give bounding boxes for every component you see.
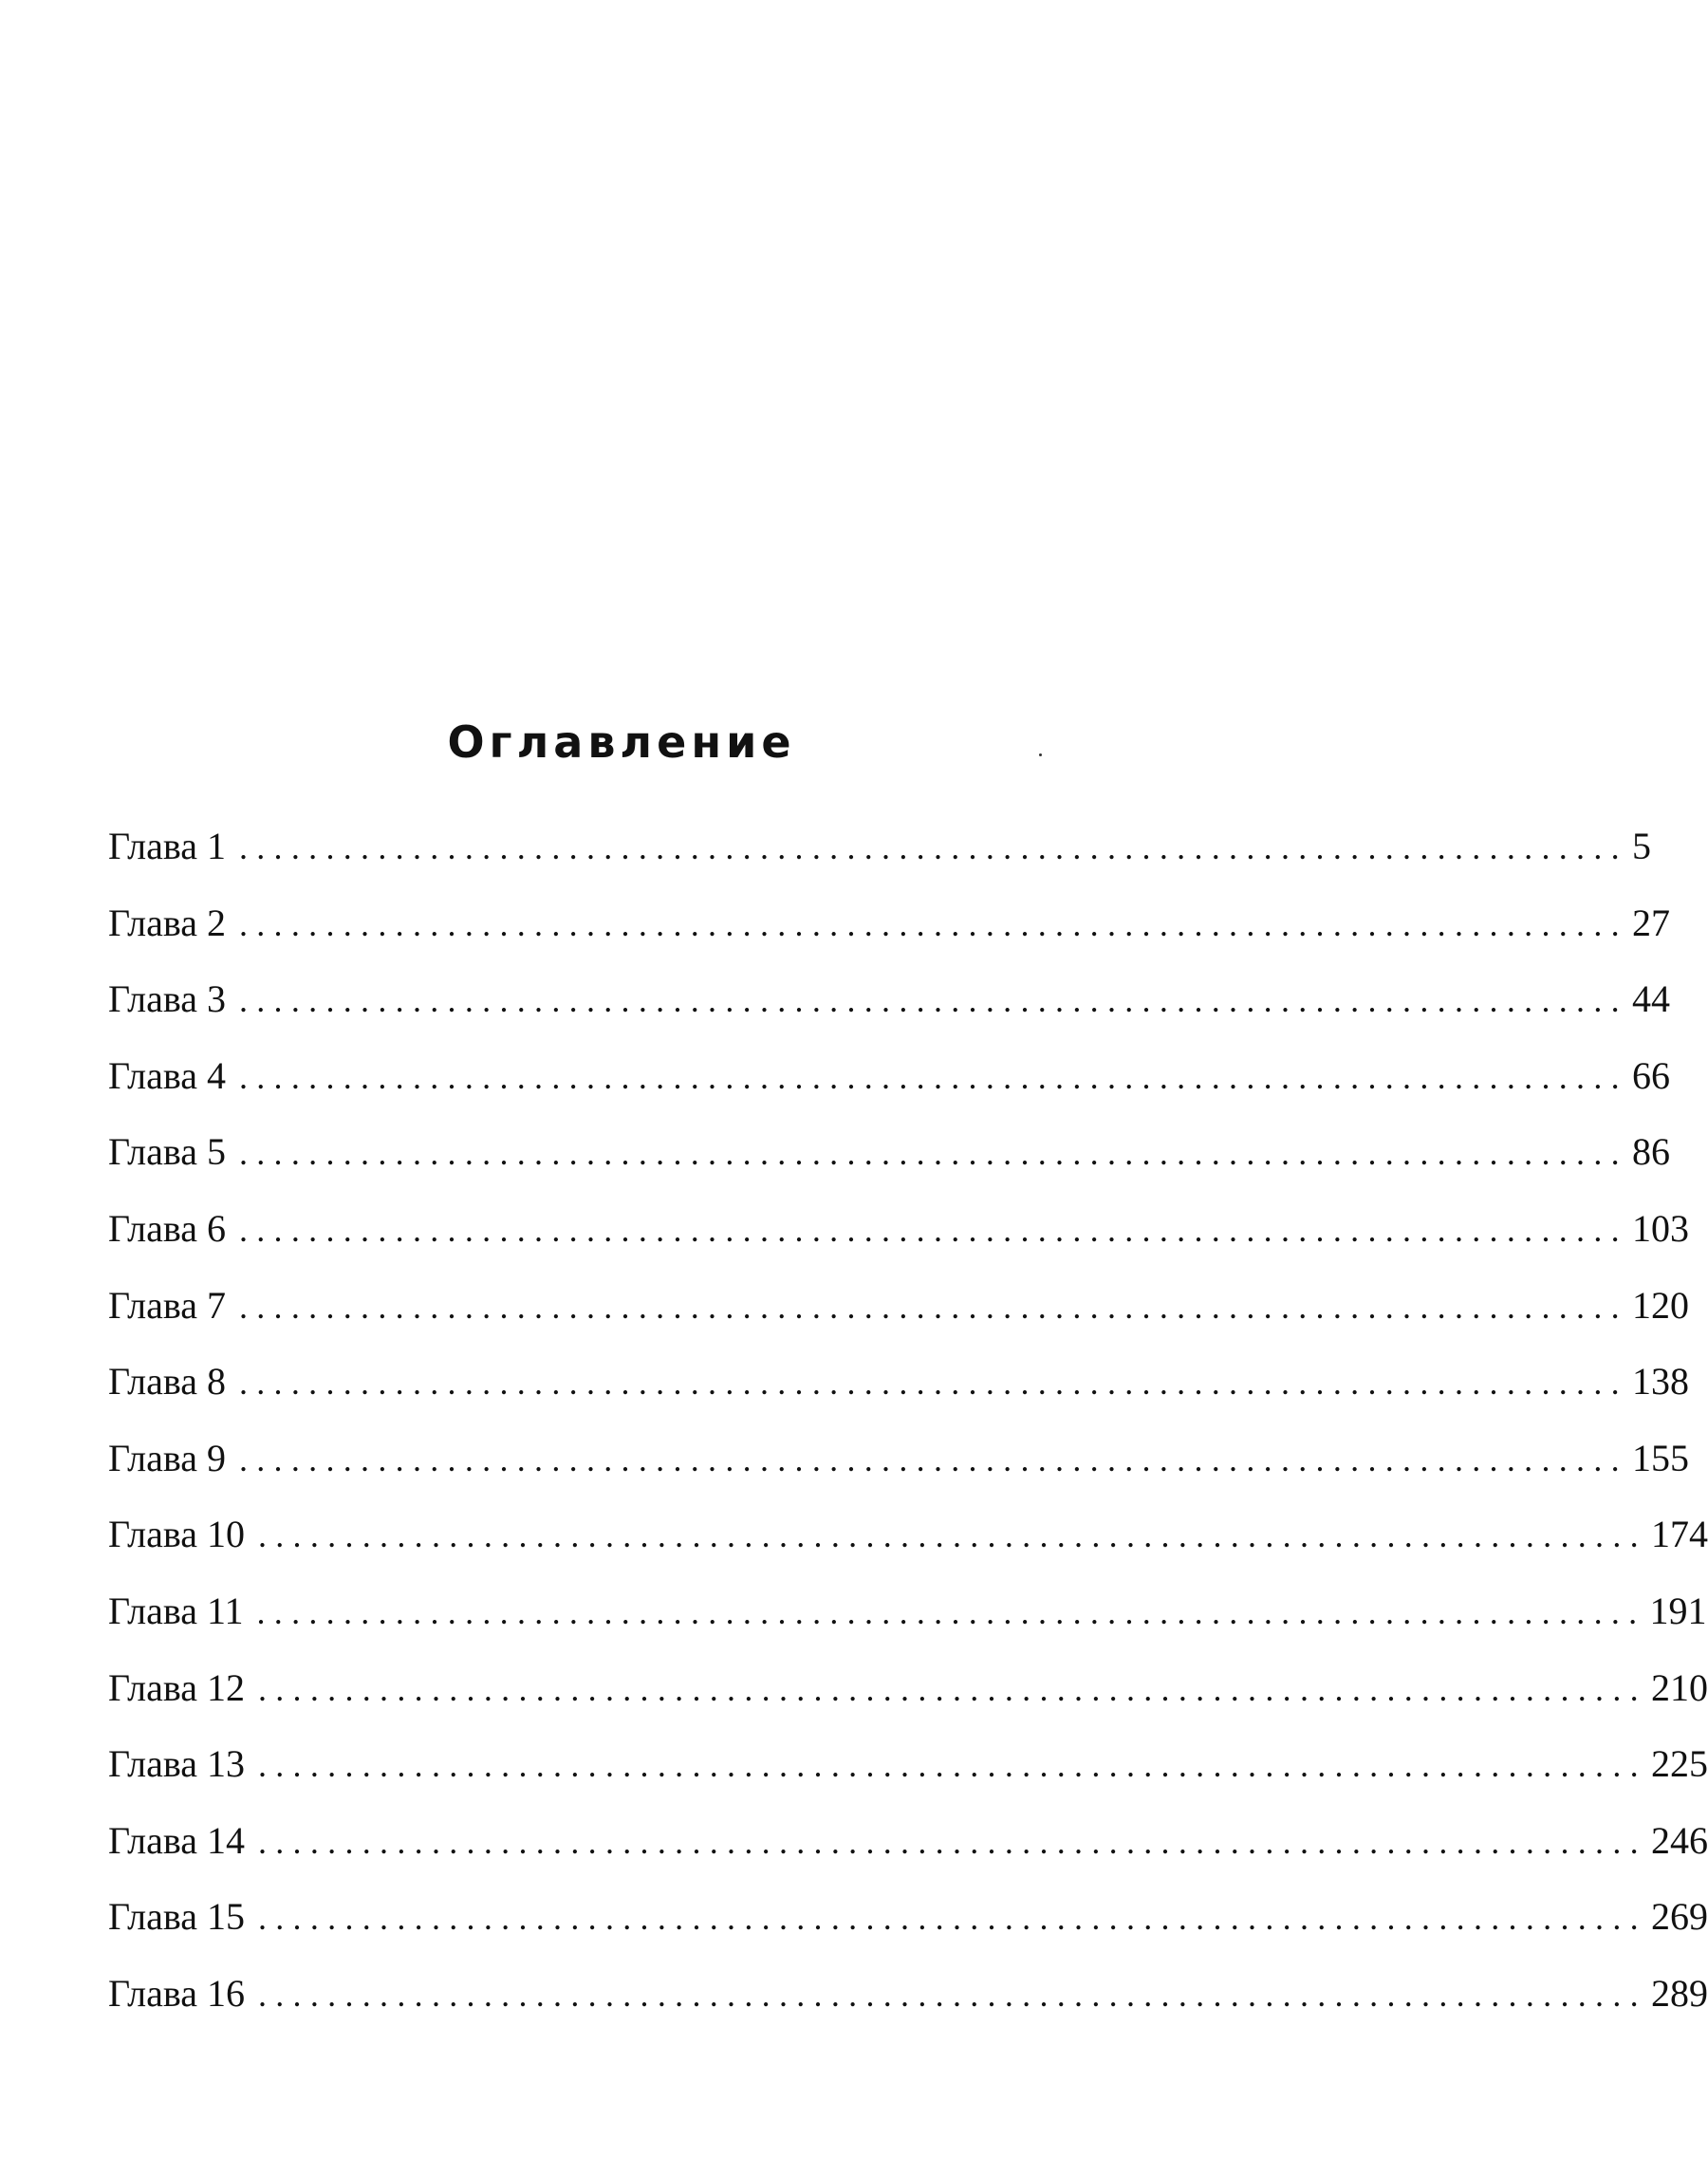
toc-entry-label: Глава 4: [108, 1053, 226, 1097]
toc-entry-label: Глава 13: [108, 1742, 245, 1786]
toc-entry-label: Глава 14: [108, 1818, 245, 1862]
toc-entry-label: Глава 7: [108, 1283, 226, 1327]
dot-leader: ................................................................................: [238, 1210, 1628, 1249]
toc-entry-page: 210: [1650, 1665, 1708, 1709]
toc-entry[interactable]: [108, 1812, 1708, 1889]
toc-entry-label: Глава 15: [108, 1895, 245, 1939]
toc-entry[interactable]: [108, 1583, 1707, 1660]
dot-leader: ................................................................................: [257, 1822, 1647, 1861]
toc-entry[interactable]: [108, 1277, 1689, 1354]
toc-entry[interactable]: [108, 1430, 1689, 1507]
dot-leader: ................................................................................: [256, 1592, 1646, 1631]
toc-entry-page: 225: [1650, 1742, 1708, 1786]
toc-entry-label: Глава 3: [108, 977, 226, 1021]
toc-entry-label: Глава 2: [108, 901, 226, 944]
toc-entry[interactable]: [108, 1660, 1708, 1737]
toc-entry-page: 174: [1650, 1513, 1708, 1556]
toc-entry[interactable]: [108, 1048, 1670, 1125]
dot-leader: ................................................................................: [238, 1440, 1628, 1478]
toc-entry[interactable]: [108, 1736, 1708, 1812]
dot-leader: ................................................................................: [238, 1287, 1628, 1326]
toc-entry[interactable]: [108, 818, 1651, 895]
toc-entry[interactable]: [108, 1888, 1708, 1965]
dot-leader: ................................................................................: [257, 1746, 1647, 1785]
toc-entry-label: Глава 5: [108, 1130, 226, 1174]
toc-entry-page: 120: [1631, 1283, 1689, 1327]
toc-entry-label: Глава 12: [108, 1665, 245, 1709]
dot-leader: ................................................................................: [238, 1057, 1628, 1096]
toc-entry-label: Глава 6: [108, 1206, 226, 1250]
toc-entry[interactable]: [108, 1353, 1689, 1430]
toc-entry-label: Глава 1: [108, 825, 226, 867]
dot-leader: ................................................................................: [238, 981, 1628, 1020]
toc-entry-page: 5: [1631, 825, 1651, 867]
toc-entry-page: 138: [1631, 1360, 1689, 1404]
toc-entry-page: 191: [1649, 1589, 1707, 1632]
toc-entry-page: 246: [1650, 1818, 1708, 1862]
toc-entry-label: Глава 8: [108, 1360, 226, 1404]
toc-entry-label: Глава 16: [108, 1971, 245, 2015]
toc-entry[interactable]: [108, 895, 1670, 972]
toc-entry-page: 155: [1631, 1436, 1689, 1479]
toc-entry[interactable]: [108, 1200, 1689, 1277]
toc-entry[interactable]: [108, 1124, 1670, 1200]
dot-leader: ................................................................................: [238, 904, 1628, 943]
dot-leader: ................................................................................: [238, 1134, 1628, 1173]
toc-entry-page: 103: [1631, 1206, 1689, 1250]
toc-title: Оглавление: [447, 716, 796, 768]
dot-leader: ................................................................................: [238, 1364, 1628, 1403]
toc-entry-label: Глава 10: [108, 1513, 245, 1556]
dot-leader: ................................................................................: [257, 1899, 1647, 1938]
stray-ink-mark: [1039, 753, 1042, 756]
toc-entry[interactable]: [108, 971, 1670, 1048]
toc-entry-label: Глава 11: [108, 1589, 244, 1632]
toc-entry-page: 44: [1631, 977, 1670, 1021]
toc-entry[interactable]: [108, 1506, 1708, 1583]
dot-leader: ................................................................................: [257, 1669, 1647, 1708]
dot-leader: ................................................................................: [257, 1975, 1647, 2014]
toc-entry-page: 86: [1631, 1130, 1670, 1174]
toc-list: [108, 818, 1708, 2042]
dot-leader: ................................................................................: [238, 828, 1628, 866]
dot-leader: ................................................................................: [257, 1516, 1647, 1555]
toc-entry-page: 27: [1631, 901, 1670, 944]
toc-entry-label: Глава 9: [108, 1436, 226, 1479]
toc-entry-page: 289: [1650, 1971, 1708, 2015]
toc-entry-page: 269: [1650, 1895, 1708, 1939]
toc-entry-page: 66: [1631, 1053, 1670, 1097]
toc-entry[interactable]: [108, 1965, 1708, 2042]
